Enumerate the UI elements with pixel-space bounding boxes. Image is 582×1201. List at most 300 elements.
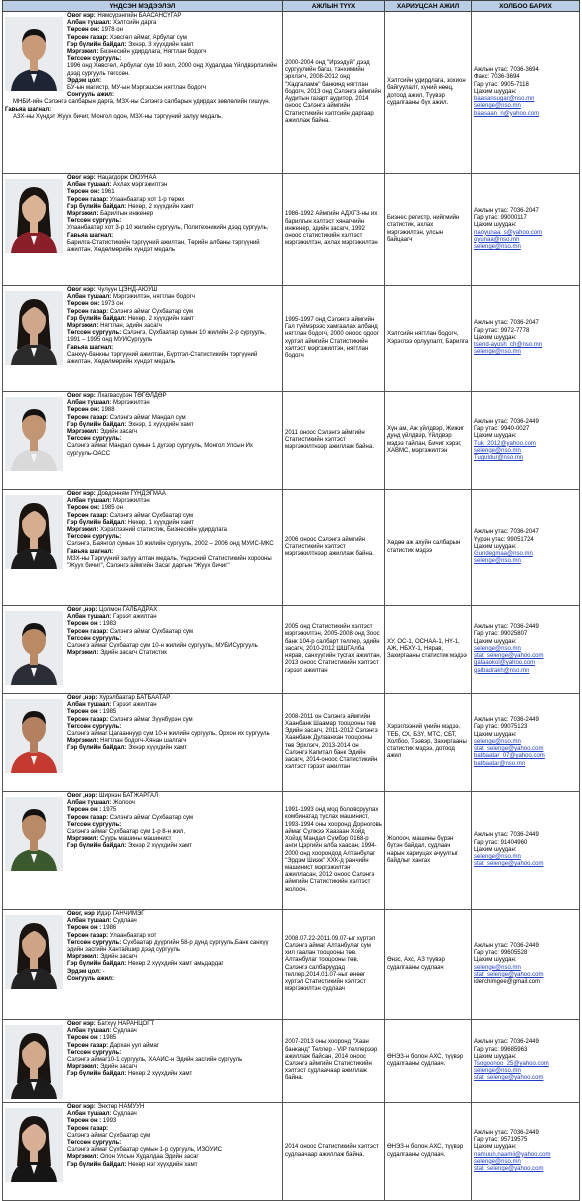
field-label: Мэргэжил: (67, 323, 99, 330)
field-value: Гэрээт ажилтан (112, 614, 157, 621)
field-value: Хэрэглээний статистик, Бизнесийн удирдлага (100, 527, 227, 534)
work-history-cell: 2011 оноос Сэлэнгэ аймгийн Статистикийн хэлтэст мэргэжилтнээр ажиллаж байна. (283, 392, 385, 490)
portrait-icon (5, 179, 63, 253)
email-link[interactable]: selenge@nso.mn (474, 1068, 521, 1075)
field-label: Албан тушаал: (67, 294, 112, 301)
contact-cell (472, 1020, 580, 1103)
field-value: Сэлэнгэ аймаг Сүхбаатар сум 1-р 8-н жил, (67, 829, 186, 836)
field-label: Овог нэр: (67, 13, 96, 19)
contact-line: Факс: 7036-3694 (474, 74, 520, 81)
contact-line: Цахим шуудан: (474, 957, 517, 964)
email-link[interactable]: naoyunaa_s@yahoo.com (474, 229, 543, 236)
field-value: Олон Улсын Худалдаа Эдийн засаг (100, 1154, 199, 1161)
employee-photo (5, 291, 63, 365)
email-link[interactable]: stat_selenge@yahoo.com (474, 653, 544, 660)
field-value: Сэлэнгэ аймаг Сүхбаатар сум (109, 628, 194, 635)
field-value: Сэлэнгэ, Баянгол сумын 10 жилийн сургууль, 2002 – 2006 онд МУИС-МКС (67, 541, 274, 548)
field-value: Суурь машины машинист (100, 836, 172, 843)
field-value: Нягтлан, эдийн засагч (100, 323, 162, 330)
field-value: Эдийн засагч (100, 429, 138, 436)
field-label: Төрсөн газар: (67, 414, 109, 421)
contact-line: Ажлын утас: 7036-2047 (474, 207, 539, 214)
field-value: Сэлэнгэ аймаг Сүхбаатар сум (109, 512, 194, 519)
employee-row (3, 792, 580, 910)
contact-line: Ажлын утас: 7036-2047 (474, 320, 539, 327)
contact-line: Цахим шуудан: (474, 334, 517, 341)
employee-photo (5, 397, 63, 471)
employee-photo (5, 611, 63, 685)
portrait-icon (5, 397, 63, 471)
field-value: Нөхөр, 2 хүүхдийн хамт (127, 315, 194, 322)
field-label: Гэр бүлийн байдал: (67, 1161, 127, 1168)
field-label: Сонгууль ажил: (67, 975, 114, 982)
employee-row (3, 174, 580, 286)
contact-line: Ажлын утас: 7036-2449 (474, 832, 539, 839)
field-label: Гэр бүлийн байдал: (67, 1071, 127, 1078)
employee-row (3, 12, 580, 174)
email-link[interactable]: selenge@nso.mn (474, 103, 521, 110)
contact-line: Ажлын утас: 7036-2449 (474, 1129, 539, 1136)
field-value: Идэр ГАНЧИМЭГ (96, 911, 145, 917)
email-link[interactable]: namuun.naamii@yahoo.com (474, 1151, 551, 1158)
field-value: Сэлэнгэ аймаг Мандал сумын 1 дүгээр сургууль, Монгол Улсын Их сургууль-ОАСС (67, 443, 253, 457)
staff-table (2, 0, 580, 1201)
work-history-cell: 2008-2011 он Сэлэнгэ аймгийн Хаанбанк Шаамар тооцооны төв Эдийн засагч, 2011-2012 Сэлэнгэ Хаанбанк Дулаанхан тооцооны төв Эрхлэгч, 2013-2014 он Сэлэнгэ Капитал банк Эдийн засагч, 2014-оноос Статистикийн хэлтэст гэрээт ажилтан (283, 694, 385, 792)
contact-line: Цахим шуудан: (474, 731, 517, 738)
field-value: 1985 он (101, 505, 123, 512)
field-value: АЗХ-ны Хүндэт Жуух бичиг, Монгол одон, МЗХ-ны тэргүүний залуу медаль. (13, 113, 223, 120)
contact-line: Цахим шуудан: (474, 1144, 517, 1151)
field-label: Төгссөн сургууль: (67, 56, 122, 63)
email-link[interactable]: stat_selenge@yahoo.com (474, 861, 544, 868)
contact-line: Ажлын утас: 7036-3694 (474, 67, 539, 74)
field-value: БУ-ын магистр, МУ-ын Мэргэшсэн нягтлан бодогч (67, 85, 207, 92)
header-work-history: АЖЛЫН ТҮҮХ (283, 1, 385, 12)
email-link[interactable]: oyunaa@nso.mn (474, 236, 520, 243)
field-label: Төрсөн газар: (67, 1042, 109, 1049)
field-value: Сэлэнгэ аймаг Сүхбаатар сум (109, 814, 194, 821)
field-value: Лхагвасүрэн ТӨГӨЛДӨР (97, 393, 167, 399)
employee-photo (5, 699, 63, 773)
email-link[interactable]: stat_selenge@yahoo.com (474, 1165, 544, 1172)
contact-line: Цахим шуудан: (474, 543, 517, 550)
basic-info-cell (3, 1103, 283, 1201)
work-history-cell: 2000-2004 онд "Ирээдүй" дээд сургуулийн багш, тэнхимийн эрхлэгч, 2008-2012 онд "Хадгаламж" банкинд нягтлан бодогч, 2013 онд Сэлэнгэ аймгийн Аудитын газарт аудитор, 2014 оноос Сэлэнгэ аймгийн Статистикийн хэлтсийн даргаар ажиллаж байна. (283, 12, 385, 174)
work-history-cell: 2007-2013 оны хооронд "Хаан банканд" Теллер - VIP теллерээр ажиллаж байсан, 2014 оноос Сэлэнгэ аймгийн Статистикийн хэлтэст судлаачаар ажиллаж байна. (283, 1020, 385, 1103)
email-link[interactable]: stat_selenge@yahoo.com (474, 1075, 544, 1082)
employee-photo (5, 797, 63, 871)
email-link[interactable]: galaaokol@yahoo.com (474, 660, 536, 667)
field-label: Төрсөн газар: (67, 34, 109, 41)
field-label: Гавьяа шагнал: (67, 548, 114, 555)
field-label: Гэр бүлийн байдал: (67, 421, 127, 428)
field-label: Албан тушаал: (67, 1111, 112, 1118)
employee-photo (5, 1108, 63, 1182)
portrait-icon (5, 495, 63, 569)
portrait-icon (5, 1025, 63, 1099)
basic-info-cell (3, 392, 283, 490)
field-value: Барилга-Статистикийн тэргүүний ажилтан, Төрийн албаны тэргүүний ажилтан, Хөдөлмөрийн хүндэт медаль (67, 239, 260, 254)
field-label: Төрсөн он: (67, 301, 100, 308)
work-history-cell: 2005 онд Статистикийн хэлтэст мэргэжилтэн, 2005-2008 онд Зоос банк 104-р салбарт теллер, эдийн засагч, 2010-2012 ШШГАлба нярав, санхүүгийн тусгах ажилтан, 2013 оноос Статистикийн хэлтэст гэрээт ажилтан (283, 606, 385, 694)
email-link[interactable]: selenge@nso.mn (474, 558, 521, 565)
field-label: Гэр бүлийн байдал: (67, 41, 127, 48)
field-label: Төгссөн сургууль: (67, 534, 122, 541)
responsibility-cell: ӨНЭЗ-н болон АХС, түүвэр судалгааны судлаач. (385, 1103, 472, 1201)
contact-cell (472, 286, 580, 392)
contact-line: Ажлын утас: 7036-2449 (474, 624, 539, 631)
field-label: Овог ,нэр: (67, 793, 98, 799)
field-value: Улаанбаатар хот 1-р төрөх (109, 196, 185, 203)
email-link[interactable]: Gundegmaa@nso.mn (474, 551, 533, 558)
field-value: Довдонням ГҮНДЭГМАА (97, 491, 166, 497)
info-line (5, 99, 280, 106)
field-value: - (102, 968, 105, 975)
email-link[interactable]: batbaatar_07@yahoo.com (474, 753, 545, 760)
field-label: Овог нэр: (67, 491, 96, 497)
field-label: Гэр бүлийн байдал: (67, 961, 127, 968)
email-link[interactable]: selenge@nso.mn (474, 447, 521, 454)
field-label: Гэр бүлийн байдал: (67, 203, 127, 210)
field-label: Мэргэжил: (67, 49, 99, 56)
email-link[interactable]: stat_selenge@yahoo.com (474, 971, 544, 978)
field-value: Судлаач (112, 918, 137, 925)
field-label: Эрдэм цол: (67, 968, 101, 975)
email-link[interactable]: Tuguldur@nso.mn (474, 454, 524, 461)
employee-photo (5, 1025, 63, 1099)
contact-line: Гар утас: 9940-0027 (474, 426, 530, 433)
field-label: Овог ,нэр: (67, 695, 98, 701)
field-label: Төгссөн сургууль: (67, 218, 122, 225)
field-label: Төгссөн сургууль: (67, 1140, 122, 1147)
contact-cell (472, 606, 580, 694)
field-label: Овог, нэр (67, 911, 95, 917)
field-label: Төрсөн он : (67, 807, 102, 814)
field-value: Сэлэнгэ аймаг Сүхбаатар сумын 1-р сургууль, ИЗОУИС (67, 1147, 223, 1154)
contact-line: Цахим шуудан: (474, 638, 517, 645)
field-value: Санхүү-банкны тэргүүний ажилтан, Бүртгэл-Статистикийн тэргүүний ажилтан, Хөдөлмөрийн хүндэт медаль (67, 351, 258, 366)
field-value: МНБИ-ийн Сэлэнгэ салбарын дарга, МЗХ-ны Сэлэнгэ салбарын удирдах зөвлөлийн гишүүн. (13, 99, 271, 106)
contact-line: Ажлын утас: 7036-2449 (474, 418, 539, 425)
contact-cell (472, 12, 580, 174)
field-value: 1985 (102, 709, 117, 716)
field-value: Сэлэнгэ аймаг10-1 сургууль, ХААИС-н Эдийн засгийн сургууль (67, 1057, 243, 1064)
field-label: Овог нэр: (67, 393, 96, 399)
responsibility-cell: Өнзс, Ахс, АЗ түүвэр судалгааны судлаач (385, 910, 472, 1020)
basic-info-cell (3, 792, 283, 910)
field-label: Овог ,нэр: (67, 607, 98, 613)
field-label: Мэргэжил: (67, 1154, 99, 1161)
field-value: Дархан уул аймаг (109, 1042, 160, 1049)
portrait-icon (5, 915, 63, 989)
field-value: Улаанбаатар хот 3-р 10 жилийн сургууль, Политехникийн дээд сургууль, (67, 225, 269, 232)
portrait-icon (5, 17, 63, 91)
email-link[interactable]: baasaan_n@yahoo.com (474, 110, 540, 117)
contact-line: Цахим шуудан: (474, 88, 517, 95)
contact-line: Гар утас: 99025807 (474, 631, 528, 638)
field-value: Судлаач (112, 1111, 137, 1118)
contact-line: Ажлын утас: 7036-2449 (474, 1039, 539, 1046)
responsibility-cell: Хүн ам, Аж үйлдвэр, Жижиг дунд үйлдвэр, Үйлдвэр мэдээ тайлан, Бичиг хэрэг, ХАВМС, мэргэжилтэн (385, 392, 472, 490)
basic-info-cell (3, 606, 283, 694)
field-value: Ахлах мэргэжилтэн (112, 182, 168, 189)
field-label: Албан тушаал: (67, 800, 112, 807)
field-value: Нөхөр 2 хүүхдийн хамт амьдардаг (127, 961, 224, 968)
header-contact: ХОЛБОО БАРИХ (472, 1, 580, 12)
field-value: Жолооч (112, 800, 135, 807)
basic-info-cell (3, 910, 283, 1020)
email-link[interactable]: selenge@nso.mn (474, 738, 521, 745)
header-basic-info: ҮНДСЭН МЭДЭЭЛЭЛ (3, 1, 283, 12)
basic-info-cell (3, 694, 283, 792)
email-link[interactable]: stat_selenge@yahoo.com (474, 746, 544, 753)
field-value: МЗХ-ны Тэргүүний залуу алтан медаль, Үндэсний Статистикийн хорооны "Жуух бичиг", Сэлэнгэ аймгийн Засаг даргын "Жуух бичиг" (67, 555, 272, 570)
work-history-cell: 2008.07.22-2011.09.07-ыг хүртэл Сэлэнгэ аймаг Алтанбулаг сум хил гаалан тооцооны төв. Алтанбулаг тооцооны төв, Сэлэнгэ салбаруудад теллер,2014.01.07-ныг өнөөг хүртэл Статистикийн хэлтэст мэргэжилтэн судлаач (283, 910, 385, 1020)
field-value: 1973 он (101, 301, 123, 308)
contact-line: Гар утас: 99000117 (474, 215, 527, 222)
basic-info-cell (3, 12, 283, 174)
field-value: Хэвсгөл аймаг, Арбулаг сум (109, 34, 187, 41)
field-value: Цолмон ГАЛБАДРАХ (99, 607, 158, 613)
employee-row (3, 694, 580, 792)
employee-photo (5, 17, 63, 91)
field-value: Энхтөр НАМУУН (97, 1104, 145, 1110)
employee-row (3, 286, 580, 392)
field-label: Төгссөн сургууль: (67, 723, 122, 730)
field-value: Эдийн засагч (100, 1064, 138, 1071)
field-value: Барилгын инженер (100, 211, 154, 218)
portrait-icon (5, 1108, 63, 1182)
field-label: Төрсөн газар: (67, 814, 109, 821)
email-link[interactable]: batbaatar@nso.mn (474, 760, 526, 767)
field-label: Албан тушаал: (67, 182, 112, 189)
responsibility-cell: Бизнес регистр, нийгмийн статистик, ахлах мэргэжилтэн, улсын байцаагч (385, 174, 472, 286)
field-label: Төрсөн газар: (67, 1125, 109, 1132)
employee-row (3, 490, 580, 606)
field-value: Нөхөр 2 хүүхдийн хамт (127, 1071, 193, 1078)
field-value: Улаанбаатар хот (109, 932, 157, 939)
field-label: Албан тушаал: (67, 20, 112, 27)
basic-info-cell (3, 174, 283, 286)
field-label: Мэргэжил: (67, 650, 99, 657)
employee-photo (5, 495, 63, 569)
email-link[interactable]: Tuk_2012@yahoo.com (474, 440, 536, 447)
field-label: Төгссөн сургууль: (67, 436, 122, 443)
field-value: Нөхөр, 1 хүүхдийн хамт (127, 519, 194, 526)
responsibility-cell: Хэрэглээний үнийн мэдээ, ТЕБ, СХ, БЗҮ, МТС, СБТ, Холбоо, Тээвэр, Захиргааны статистик мэдээ, дотоод ажил (385, 694, 472, 792)
field-label: Төрсөн он : (67, 1035, 102, 1042)
basic-info-cell (3, 286, 283, 392)
contact-line: Гар утас: 91404960 (474, 839, 528, 846)
field-value: Чулуун ЦЭНД-АЮУШ (97, 287, 158, 293)
work-history-cell: 1991-1993 онд мод боловсруулах комбинатад туслах машинист, 1993-1994 оны хооронд Дорноговь аймаг Сүлжээ Хаазаан Хойд Хойзд Мандал Сүмбэр 0168-р анги Цэргийн алба хаасан, 1994-2000 онд хоорондод Алтанбулаг "Эрдэм Шиэж" ХХК-д ранчийн машинист мэргэжилтэн ажилласан, 2012 оноос Сэлэнгэ аймгийн Статистикийн хэлтэст жолооч. (283, 792, 385, 910)
field-value: Эдийн засагч (100, 954, 138, 961)
email-link[interactable]: baasansugar@nso.mn (474, 96, 535, 103)
field-label: Мэргэжил: (67, 429, 99, 436)
field-value: Мэргэжилтэн, нягтлан бодогч (112, 294, 196, 301)
responsibility-cell: ӨНЭЗ-н болон АХС, түүвэр судалгааны судлаач. (385, 1020, 472, 1103)
responsibility-cell: Хэлтсийн нягтлан бодогч, Хэрэглээ орлуулалт, Барилга (385, 286, 472, 392)
field-value: 1996 онд Хөвсгөл, Арбулаг сум 10 жил, 2000 онд Худалдаа Үйлдвэрлэлийн дээд сургууль төгссөн. (67, 63, 277, 77)
contact-line: Үүрэн утас: 99051724 (474, 536, 534, 543)
field-value: Нямсүрэнгийн БААСАНСҮГАР (97, 13, 182, 19)
contact-line: Цахим шуудан: (474, 1053, 517, 1060)
responsibility-cell: ХУ, ОС-1, ОСНАА-1, НҮ-1, АЖ, НБХҮ-1, Нярав, Захиргааны статистик мэдээ (385, 606, 472, 694)
field-value: 1975 (102, 807, 117, 814)
field-value: Нөхөр нэг хүүхдийн хамт (127, 1161, 198, 1168)
field-label: Гэр бүлийн байдал: (67, 315, 127, 322)
field-value: Батхүү НАРАНЦОГТ (97, 1021, 155, 1027)
field-value: 1961 (101, 189, 115, 196)
field-label: Мэргэжил: (67, 1064, 99, 1071)
employee-row (3, 910, 580, 1020)
responsibility-cell: Жолооч, машины бүрэн бүтэн байдал, судлаач нарын хариуцах ачуулгыг байдлыг хангах (385, 792, 472, 910)
field-label: Мэргэжил: (67, 738, 99, 745)
field-label: Төрсөн он: (67, 189, 100, 196)
field-value: 1978 он (101, 27, 123, 34)
contact-cell (472, 490, 580, 606)
field-label: Төрсөн он : (67, 621, 102, 628)
employee-row (3, 1103, 580, 1201)
contact-cell (472, 694, 580, 792)
field-label: Төгссөн сургууль: (67, 330, 122, 337)
field-label: Төгссөн сургууль: (67, 939, 122, 946)
field-label: Албан тушаал: (67, 918, 112, 925)
field-label: Төрсөн газар: (67, 716, 109, 723)
email-link[interactable]: selenge@nso.mn (474, 645, 521, 652)
contact-line: Гар утас: 95719575 (474, 1137, 528, 1144)
field-label: Төрсөн он: (67, 27, 100, 34)
field-value: Сэлэнгэ аймаг Сүхбаатар сум (109, 308, 194, 315)
field-label: Овог нэр: (67, 1104, 96, 1110)
field-value: 1985 (102, 1035, 117, 1042)
field-value: Ширнэн БАТЖАРГАЛ (99, 793, 159, 799)
email-link[interactable]: Tsogoonoo_25@yahoo.com (474, 1061, 549, 1067)
field-value: Сүхбаатар дүүргийн 58-р дунд сургууль,Банк санхүү эдийн засгийн Хантайшир дээд сургууль (67, 939, 269, 954)
field-label: Гэр бүлийн байдал: (67, 745, 127, 752)
field-value: Мэргэжилтэн (112, 498, 150, 505)
field-label: Эрдэм цол: (67, 77, 101, 84)
field-value: Сэлэнгэ аймаг Мандал сум (109, 414, 186, 421)
contact-line: Ажлын утас: 7036-2449 (474, 717, 539, 724)
email-link[interactable]: selenge@nso.mn (474, 243, 521, 250)
email-link[interactable]: galbadrakh@nso.mn (474, 667, 530, 674)
contact-line: Гар утас: 99605528 (474, 950, 528, 957)
employee-photo (5, 179, 63, 253)
field-value: Сэлэнгэ, Сүхбаатар сумын 10 жилийн 2-р сургууль, 1991 – 1995 онд МУИСургууль (67, 330, 266, 344)
employee-row (3, 606, 580, 694)
portrait-icon (5, 699, 63, 773)
field-label: Гэр бүлийн байдал: (67, 519, 127, 526)
field-label: Гавьяа шагнал: (5, 106, 52, 113)
field-label: Төрсөн газар: (67, 932, 109, 939)
field-label: Овог нэр: (67, 175, 96, 181)
contact-cell (472, 392, 580, 490)
field-label: Гавьяа шагнал: (67, 344, 114, 351)
field-value: Нягтлан бодогч-Хянан шалгагч (100, 738, 187, 745)
contact-line: Цахим шуудан: (474, 846, 517, 853)
email-link[interactable]: selenge@nso.mn (474, 1158, 521, 1165)
field-value: Эдийн засагч Статистик (100, 650, 167, 657)
portrait-icon (5, 291, 63, 365)
contact-cell (472, 792, 580, 910)
field-value: Сэлэнгэ аймаг Зүүнбүрэн сум (109, 716, 193, 723)
field-label: Төгссөн сургууль: (67, 821, 122, 828)
contact-cell (472, 174, 580, 286)
contact-cell (472, 1103, 580, 1201)
field-value: Гэрээт ажилтан (112, 702, 157, 709)
responsibility-cell: Хэлтсийн удирдлага, зохион байгуулалт, хүний нөөц, дотоод ажил, Түүвэр судалгааны бүх ажил. (385, 12, 472, 174)
portrait-icon (5, 611, 63, 685)
field-value: Сэлэнгэ аймаг Сүхбаатар сум 10-н жилийн сургууль, МУБИСургууль (67, 643, 258, 650)
field-value: 1988 (101, 407, 115, 414)
field-label: Албан тушаал: (67, 1028, 112, 1035)
field-value: Нацагдорж ОЮУНАА (97, 175, 157, 181)
field-label: Төрсөн он: (67, 505, 100, 512)
field-value: Сэлэнгэ аймаг Цагааннуур сум 10-н жилийн сургууль, Орхон их сургууль (67, 731, 270, 738)
contact-line: Гар утас: 99075123 (474, 724, 528, 731)
responsibility-cell: Хөдөө аж ахуйн салбарын статистик мэдээ (385, 490, 472, 606)
basic-info-cell (3, 490, 283, 606)
field-label: Төрсөн газар: (67, 512, 109, 519)
field-label: Төрсөн газар: (67, 628, 109, 635)
field-label: Гэр бүлийн байдал: (67, 843, 127, 850)
contact-line: Гар утас: 9972-7778 (474, 327, 530, 334)
field-label: Овог нэр: (67, 287, 96, 293)
field-value: Судлаач (112, 1028, 137, 1035)
field-value: 1993 (102, 1118, 117, 1125)
email-link[interactable]: selenge@nso.mn (474, 854, 521, 861)
field-value: Мэргэжилтэн (112, 400, 150, 407)
email-link[interactable]: selenge@nso.mn (474, 964, 521, 971)
field-label: Сонгууль ажил: (67, 92, 114, 99)
field-label: Овог нэр: (67, 1021, 96, 1027)
field-label: Мэргэжил: (67, 527, 99, 534)
field-label: Албан тушаал: (67, 614, 112, 621)
employee-row (3, 392, 580, 490)
info-line (5, 114, 280, 121)
portrait-icon (5, 797, 63, 871)
email-link[interactable]: selenge@nso.mn (474, 349, 521, 356)
field-label: Мэргэжил: (67, 954, 99, 961)
field-label: Төрсөн он : (67, 1118, 102, 1125)
work-history-cell: 1995-1997 онд Сэлэнгэ аймгийн Гал түймэрээс хамгаалах албанд нягтлан бодогч, 2000 оноос одоог хүртэл аймгийн Статистикийн хэлтэст мэргэжилтэн, нягтлан бодогч (283, 286, 385, 392)
field-label: Албан тушаал: (67, 702, 112, 709)
field-label: Төгссөн сургууль: (67, 1049, 122, 1056)
contact-line: Гар утас: 99685963 (474, 1046, 528, 1053)
email-link[interactable]: tsend-ayush_ch@nso.mn (474, 342, 543, 349)
contact-line: Цахим шуудан: (474, 433, 517, 440)
field-value: 1983 (102, 621, 117, 628)
email-text: iderchimgee@gmail.com (474, 978, 541, 985)
field-label: Албан тушаал: (67, 498, 112, 505)
field-value: Бизнесийн удирдлага, Нягтлан бодогч (100, 49, 207, 56)
field-value: Нөхөр, 2 хүүхдийн хамт (127, 203, 194, 210)
field-value: Эхнэр, 1 хүүхдийн хамт (127, 421, 194, 428)
employee-photo (5, 915, 63, 989)
work-history-cell: 2006 оноос Сэлэнгэ аймгийн Статистикийн хэлтэст мэргэжилтнээр ажиллаж байна. (283, 490, 385, 606)
basic-info-cell (3, 1020, 283, 1103)
contact-cell (472, 910, 580, 1020)
field-label: Төрсөн он: (67, 407, 100, 414)
work-history-cell: 1986-1992 Аймгийн АДХГЗ-ны их барилгын хэлтэст хянагчийн инженер, эдийн засагч, 1992 оноос статистикийн хэлтэст мэргэжилтэн, ахлах мэргэжилтэн (283, 174, 385, 286)
contact-line: Цахим шуудан: (474, 222, 517, 229)
field-value: Хэлтсийн дарга (112, 20, 157, 27)
field-value: Сэлэнгэ аймаг Сүхбаатар сум (67, 1132, 151, 1139)
field-label: Төрсөн он : (67, 925, 102, 932)
header-responsibility: ХАРИУЦСАН АЖИЛ (385, 1, 472, 12)
field-label: Албан тушаал: (67, 400, 112, 407)
